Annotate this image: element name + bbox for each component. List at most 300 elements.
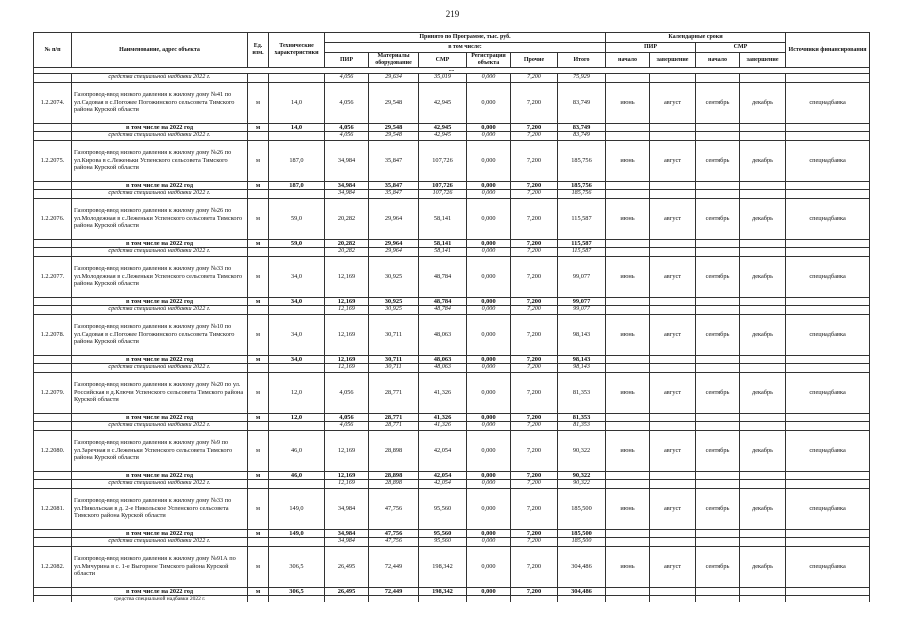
- total-2022-row: [34, 471, 870, 480]
- empty-cell: [606, 132, 650, 141]
- row-tech: [269, 538, 325, 547]
- value-registration: 0,000: [467, 123, 511, 132]
- value-materials: 47,756: [369, 488, 419, 529]
- total-2022-row: [34, 123, 870, 132]
- value-materials: 29,634: [369, 74, 419, 83]
- header-smr: СМР: [419, 53, 467, 68]
- header-materials: Материалы оборудование: [369, 53, 419, 68]
- empty-cell: [325, 596, 369, 603]
- header-cal-pir: ПИР: [606, 43, 696, 53]
- object-unit: м: [248, 546, 269, 587]
- value-registration: 0,000: [467, 297, 511, 306]
- cut-top-text: ....: [34, 68, 870, 74]
- object-unit: м: [248, 372, 269, 413]
- value-registration: 0,000: [467, 430, 511, 471]
- header-cal-smr: СМР: [696, 43, 786, 53]
- empty-cell: [740, 248, 786, 257]
- value-materials: 29,548: [369, 123, 419, 132]
- value-smr: 48,063: [419, 314, 467, 355]
- empty-cell: [650, 480, 696, 489]
- empty-cell: [696, 181, 740, 190]
- value-total: 90,322: [558, 471, 606, 480]
- value-total: 98,143: [558, 314, 606, 355]
- value-total: 185,756: [558, 181, 606, 190]
- value-other: 7,200: [511, 355, 558, 364]
- smr-start: сентябрь: [696, 488, 740, 529]
- pir-start: июнь: [606, 430, 650, 471]
- empty-cell: [786, 364, 870, 373]
- value-materials: 28,771: [369, 422, 419, 431]
- value-pir: 26,495: [325, 587, 369, 596]
- value-total: 81,353: [558, 372, 606, 413]
- object-name: Газопровод-ввод низкого давления к жилому дому №33 по ул.Никольская в д. 2-е Никольское Успенского сельсовета Тимского района Курской области: [72, 488, 248, 529]
- object-number: 1.2.2080.: [34, 430, 72, 471]
- object-name: Газопровод-ввод низкого давления к жилому дому №20 по ул. Российская в д.Ключи Успенского сельсовета Тимского района Курской области: [72, 372, 248, 413]
- empty-number: [34, 297, 72, 306]
- value-materials: 29,964: [369, 248, 419, 257]
- value-materials: 30,711: [369, 314, 419, 355]
- special-surcharge-label: средства специальной надбавки 2022 г.: [72, 74, 248, 83]
- empty-cell: [606, 181, 650, 190]
- empty-cell: [786, 123, 870, 132]
- value-other: 7,200: [511, 198, 558, 239]
- total-2022-label: в том числе на 2022 год: [72, 355, 248, 364]
- pir-end: август: [650, 198, 696, 239]
- empty-cell: [650, 132, 696, 141]
- object-unit: м: [248, 140, 269, 181]
- row-tech: [269, 422, 325, 431]
- value-pir: 12,169: [325, 430, 369, 471]
- pir-start: июнь: [606, 488, 650, 529]
- total-2022-label: в том числе на 2022 год: [72, 181, 248, 190]
- value-total: 75,929: [558, 74, 606, 83]
- empty-cell: [696, 422, 740, 431]
- header-unit: Ед. изм.: [248, 33, 269, 68]
- funding-source: спецнадбавка: [786, 256, 870, 297]
- empty-cell: [696, 587, 740, 596]
- value-pir: 12,169: [325, 306, 369, 315]
- value-registration: 0,000: [467, 82, 511, 123]
- value-registration: 0,000: [467, 239, 511, 248]
- object-unit: м: [248, 488, 269, 529]
- value-pir: 20,282: [325, 248, 369, 257]
- value-materials: 30,925: [369, 256, 419, 297]
- value-pir: 4,056: [325, 74, 369, 83]
- funding-source: спецнадбавка: [786, 82, 870, 123]
- row-tech: [269, 74, 325, 83]
- special-surcharge-row: [34, 306, 870, 315]
- empty-number: [34, 529, 72, 538]
- value-other: 7,200: [511, 248, 558, 257]
- value-smr: 42,945: [419, 82, 467, 123]
- value-registration: 0,000: [467, 140, 511, 181]
- value-total: 98,143: [558, 355, 606, 364]
- total-2022-label: в том числе на 2022 год: [72, 529, 248, 538]
- funding-source: спецнадбавка: [786, 546, 870, 587]
- object-tech: 46,0: [269, 430, 325, 471]
- total-2022-row: [34, 297, 870, 306]
- value-other: 7,200: [511, 123, 558, 132]
- value-total: 99,077: [558, 256, 606, 297]
- smr-start: сентябрь: [696, 546, 740, 587]
- empty-cell: [606, 355, 650, 364]
- empty-cell: [606, 190, 650, 199]
- value-smr: 95,560: [419, 538, 467, 547]
- value-registration: 0,000: [467, 256, 511, 297]
- row-tech: 14,0: [269, 123, 325, 132]
- value-other: 7,200: [511, 132, 558, 141]
- value-registration: 0,000: [467, 181, 511, 190]
- empty-cell: [650, 538, 696, 547]
- value-registration: 0,000: [467, 248, 511, 257]
- row-unit: м: [248, 239, 269, 248]
- header-sources: Источники финансирования: [786, 33, 870, 68]
- value-materials: 28,898: [369, 430, 419, 471]
- value-materials: 47,756: [369, 529, 419, 538]
- empty-number: [34, 364, 72, 373]
- value-registration: 0,000: [467, 132, 511, 141]
- value-other: 7,200: [511, 372, 558, 413]
- value-pir: 12,169: [325, 256, 369, 297]
- special-surcharge-label: средства специальной надбавки 2022 г.: [72, 248, 248, 257]
- value-other: 7,200: [511, 587, 558, 596]
- special-surcharge-row: [34, 364, 870, 373]
- empty-cell: [786, 480, 870, 489]
- object-row: [34, 198, 870, 239]
- empty-cell: [369, 596, 419, 603]
- special-surcharge-label: средства специальной надбавки 2022 г.: [72, 306, 248, 315]
- total-2022-row: [34, 181, 870, 190]
- value-other: 7,200: [511, 413, 558, 422]
- value-other: 7,200: [511, 546, 558, 587]
- total-2022-label: в том числе на 2022 год: [72, 471, 248, 480]
- empty-cell: [740, 529, 786, 538]
- value-pir: 4,056: [325, 413, 369, 422]
- object-number: 1.2.2077.: [34, 256, 72, 297]
- empty-cell: [786, 306, 870, 315]
- object-tech: 187,0: [269, 140, 325, 181]
- value-registration: 0,000: [467, 314, 511, 355]
- object-unit: м: [248, 256, 269, 297]
- value-smr: 107,726: [419, 140, 467, 181]
- empty-cell: [650, 529, 696, 538]
- row-tech: [269, 306, 325, 315]
- value-smr: 198,342: [419, 546, 467, 587]
- empty-cell: [740, 480, 786, 489]
- empty-number: [34, 538, 72, 547]
- empty-cell: [650, 471, 696, 480]
- value-registration: 0,000: [467, 538, 511, 547]
- object-number: 1.2.2079.: [34, 372, 72, 413]
- pir-start: июнь: [606, 198, 650, 239]
- value-other: 7,200: [511, 256, 558, 297]
- value-total: 90,322: [558, 430, 606, 471]
- row-unit: м: [248, 471, 269, 480]
- object-unit: м: [248, 314, 269, 355]
- empty-cell: [786, 529, 870, 538]
- empty-cell: [740, 297, 786, 306]
- object-row: [34, 372, 870, 413]
- value-smr: 48,784: [419, 256, 467, 297]
- empty-cell: [696, 239, 740, 248]
- empty-cell: [696, 413, 740, 422]
- object-row: [34, 82, 870, 123]
- empty-number: [34, 596, 72, 603]
- value-pir: 12,169: [325, 364, 369, 373]
- empty-cell: [696, 480, 740, 489]
- object-unit: м: [248, 198, 269, 239]
- row-tech: [269, 190, 325, 199]
- empty-number: [34, 355, 72, 364]
- value-materials: 29,548: [369, 82, 419, 123]
- empty-number: [34, 480, 72, 489]
- value-smr: 42,054: [419, 471, 467, 480]
- value-smr: 41,326: [419, 413, 467, 422]
- total-2022-row: [34, 239, 870, 248]
- empty-cell: [696, 74, 740, 83]
- empty-cell: [786, 538, 870, 547]
- value-materials: 28,898: [369, 480, 419, 489]
- value-other: 7,200: [511, 140, 558, 181]
- empty-number: [34, 239, 72, 248]
- value-total: 83,749: [558, 123, 606, 132]
- header-pir-start: начало: [606, 53, 650, 68]
- row-tech: [269, 364, 325, 373]
- value-materials: 28,898: [369, 471, 419, 480]
- value-pir: 12,169: [325, 355, 369, 364]
- value-total: 98,143: [558, 364, 606, 373]
- empty-cell: [650, 413, 696, 422]
- row-unit: [248, 306, 269, 315]
- empty-cell: [606, 239, 650, 248]
- header-smr-start: начало: [696, 53, 740, 68]
- empty-cell: [696, 248, 740, 257]
- empty-cell: [650, 587, 696, 596]
- value-smr: 41,326: [419, 422, 467, 431]
- empty-cell: [650, 123, 696, 132]
- empty-cell: [696, 297, 740, 306]
- total-2022-label: в том числе на 2022 год: [72, 587, 248, 596]
- value-pir: 12,169: [325, 297, 369, 306]
- funding-source: спецнадбавка: [786, 314, 870, 355]
- header-calendar: Календарные сроки: [606, 33, 786, 43]
- value-pir: 20,282: [325, 239, 369, 248]
- empty-cell: [650, 239, 696, 248]
- value-other: 7,200: [511, 471, 558, 480]
- empty-cell: [786, 587, 870, 596]
- empty-cell: [786, 355, 870, 364]
- funding-source: спецнадбавка: [786, 488, 870, 529]
- smr-start: сентябрь: [696, 372, 740, 413]
- value-smr: 42,054: [419, 430, 467, 471]
- value-smr: 198,342: [419, 587, 467, 596]
- value-other: 7,200: [511, 422, 558, 431]
- value-smr: 48,063: [419, 355, 467, 364]
- object-name: Газопровод-ввод низкого давления к жилому дому №10 по ул.Садовая в с.Погожее Погожинского сельсовета Тимского района Курской области: [72, 314, 248, 355]
- row-unit: м: [248, 413, 269, 422]
- object-name: Газопровод-ввод низкого давления к жилому дому №26 по ул.Молодежная в с.Леженьки Успенского сельсовета Тимского района Курской области: [72, 198, 248, 239]
- value-pir: 34,984: [325, 190, 369, 199]
- value-registration: 0,000: [467, 306, 511, 315]
- object-name: Газопровод-ввод низкого давления к жилому дому №26 по ул.Кирова в с.Леженьки Успенского сельсовета Тимского района Курской области: [72, 140, 248, 181]
- empty-cell: [786, 181, 870, 190]
- row-unit: [248, 248, 269, 257]
- empty-cell: [606, 538, 650, 547]
- row-unit: [248, 132, 269, 141]
- value-materials: 30,925: [369, 297, 419, 306]
- empty-number: [34, 123, 72, 132]
- value-other: 7,200: [511, 297, 558, 306]
- empty-number: [34, 413, 72, 422]
- empty-cell: [740, 413, 786, 422]
- value-materials: 29,964: [369, 198, 419, 239]
- empty-cell: [740, 123, 786, 132]
- row-unit: м: [248, 297, 269, 306]
- object-row: [34, 488, 870, 529]
- pir-start: июнь: [606, 140, 650, 181]
- smr-end: декабрь: [740, 546, 786, 587]
- empty-cell: [740, 538, 786, 547]
- pir-end: август: [650, 256, 696, 297]
- value-total: 185,500: [558, 488, 606, 529]
- value-pir: 34,984: [325, 488, 369, 529]
- empty-cell: [696, 123, 740, 132]
- empty-cell: [786, 596, 870, 603]
- smr-start: сентябрь: [696, 82, 740, 123]
- header-other: Прочие: [511, 53, 558, 68]
- value-pir: 4,056: [325, 372, 369, 413]
- cut-bottom-row: [34, 596, 870, 603]
- empty-cell: [467, 596, 511, 603]
- empty-cell: [786, 239, 870, 248]
- row-unit: [248, 364, 269, 373]
- value-smr: 58,141: [419, 248, 467, 257]
- value-smr: 48,784: [419, 297, 467, 306]
- value-smr: 58,141: [419, 239, 467, 248]
- smr-end: декабрь: [740, 430, 786, 471]
- empty-number: [34, 181, 72, 190]
- value-smr: 41,326: [419, 372, 467, 413]
- object-row: [34, 314, 870, 355]
- empty-cell: [606, 364, 650, 373]
- value-other: 7,200: [511, 538, 558, 547]
- empty-cell: [740, 422, 786, 431]
- smr-start: сентябрь: [696, 430, 740, 471]
- value-pir: 4,056: [325, 82, 369, 123]
- object-tech: 14,0: [269, 82, 325, 123]
- empty-cell: [740, 74, 786, 83]
- value-smr: 35,019: [419, 74, 467, 83]
- value-other: 7,200: [511, 529, 558, 538]
- empty-cell: [786, 413, 870, 422]
- special-surcharge-label: средства специальной надбавки 2022 г.: [72, 422, 248, 431]
- empty-cell: [606, 123, 650, 132]
- value-smr: 48,063: [419, 364, 467, 373]
- value-other: 7,200: [511, 430, 558, 471]
- smr-end: декабрь: [740, 372, 786, 413]
- value-smr: 48,784: [419, 306, 467, 315]
- empty-cell: [650, 306, 696, 315]
- row-tech: [269, 248, 325, 257]
- empty-cell: [606, 471, 650, 480]
- value-other: 7,200: [511, 82, 558, 123]
- row-tech: 34,0: [269, 297, 325, 306]
- pir-start: июнь: [606, 314, 650, 355]
- empty-cell: [696, 355, 740, 364]
- object-unit: м: [248, 430, 269, 471]
- smr-end: декабрь: [740, 314, 786, 355]
- special-surcharge-row: [34, 538, 870, 547]
- value-pir: 34,984: [325, 140, 369, 181]
- header-incl: в том числе:: [325, 43, 606, 53]
- empty-cell: [650, 190, 696, 199]
- empty-cell: [696, 596, 740, 603]
- pir-end: август: [650, 314, 696, 355]
- row-tech: [269, 132, 325, 141]
- object-number: 1.2.2082.: [34, 546, 72, 587]
- value-total: 83,749: [558, 132, 606, 141]
- header-pir: ПИР: [325, 53, 369, 68]
- value-other: 7,200: [511, 190, 558, 199]
- row-tech: 306,5: [269, 587, 325, 596]
- pir-start: июнь: [606, 546, 650, 587]
- smr-start: сентябрь: [696, 256, 740, 297]
- empty-cell: [650, 364, 696, 373]
- header-accepted: Принято по Программе, тыс. руб.: [325, 33, 606, 43]
- value-other: 7,200: [511, 364, 558, 373]
- value-total: 115,587: [558, 248, 606, 257]
- empty-cell: [650, 74, 696, 83]
- value-materials: 29,964: [369, 239, 419, 248]
- empty-cell: [786, 248, 870, 257]
- value-smr: 95,560: [419, 529, 467, 538]
- value-registration: 0,000: [467, 190, 511, 199]
- value-total: 81,353: [558, 422, 606, 431]
- empty-cell: [606, 587, 650, 596]
- row-tech: 59,0: [269, 239, 325, 248]
- value-smr: 42,054: [419, 480, 467, 489]
- cut-bottom-label: средства специальной надбавки 2022 г.: [72, 596, 248, 603]
- empty-cell: [740, 306, 786, 315]
- object-row: [34, 256, 870, 297]
- empty-cell: [606, 422, 650, 431]
- row-unit: [248, 190, 269, 199]
- table-body: [34, 74, 870, 603]
- value-smr: 107,726: [419, 181, 467, 190]
- empty-cell: [650, 422, 696, 431]
- row-tech: 34,0: [269, 355, 325, 364]
- empty-cell: [740, 596, 786, 603]
- smr-end: декабрь: [740, 488, 786, 529]
- row-unit: м: [248, 529, 269, 538]
- value-pir: 34,984: [325, 529, 369, 538]
- empty-cell: [786, 190, 870, 199]
- header-name: Наименование, адрес объекта: [72, 33, 248, 68]
- special-surcharge-label: средства специальной надбавки 2022 г.: [72, 190, 248, 199]
- empty-cell: [740, 355, 786, 364]
- total-2022-row: [34, 355, 870, 364]
- value-registration: 0,000: [467, 413, 511, 422]
- empty-cell: [696, 529, 740, 538]
- empty-number: [34, 74, 72, 83]
- value-registration: 0,000: [467, 198, 511, 239]
- pir-end: август: [650, 430, 696, 471]
- object-tech: 34,0: [269, 256, 325, 297]
- pir-end: август: [650, 82, 696, 123]
- special-surcharge-row: [34, 132, 870, 141]
- value-total: 99,077: [558, 306, 606, 315]
- empty-cell: [696, 190, 740, 199]
